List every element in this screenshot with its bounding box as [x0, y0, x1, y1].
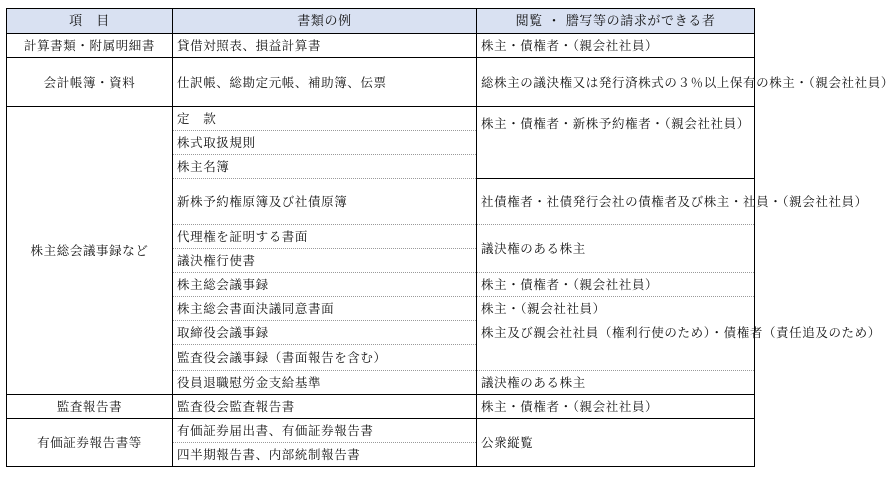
table-row [7, 58, 755, 107]
req-cell: 総株主の議決権又は発行済株式の３％以上保有の株主・（親会社社員） [477, 58, 755, 107]
document-page [6, 8, 894, 486]
item-cell: 会計帳簿・資料 [7, 58, 173, 107]
item-cell: 有価証券報告書等 [7, 419, 173, 467]
req-cell: 株主・（親会社社員） [477, 297, 755, 321]
req-cell: 株主・債権者・（親会社社員） [477, 34, 755, 58]
doc-cell: 監査役会監査報告書 [173, 395, 477, 419]
header-row [7, 9, 755, 34]
req-cell: 株主及び親会社社員（権利行使のため）・債権者（責任追及のため） [477, 321, 755, 371]
doc-cell: 仕訳帳、総勘定元帳、補助簿、伝票 [173, 58, 477, 107]
req-cell: 株主・債権者・（親会社社員） [477, 273, 755, 297]
doc-cell: 議決権行使書 [173, 249, 477, 273]
req-cell: 公衆縦覧 [477, 419, 755, 467]
disclosure-table [6, 8, 894, 467]
doc-cell: 株主総会議事録 [173, 273, 477, 297]
doc-cell: 株式取扱規則 [173, 131, 477, 155]
doc-cell: 株主名簿 [173, 155, 477, 179]
doc-cell: 有価証券届出書、有価証券報告書 [173, 419, 477, 443]
doc-cell: 四半期報告書、内部統制報告書 [173, 443, 477, 467]
item-cell: 計算書類・附属明細書 [7, 34, 173, 58]
table-row [7, 419, 755, 443]
header-req: 閲覧 ・ 謄写等の請求ができる者 [477, 9, 755, 34]
doc-cell: 新株予約権原簿及び社債原簿 [173, 179, 477, 225]
doc-cell: 役員退職慰労金支給基準 [173, 371, 477, 395]
item-cell: 監査報告書 [7, 395, 173, 419]
doc-cell: 定 款 [173, 107, 477, 131]
doc-cell: 監査役会議事録（書面報告を含む） [173, 345, 477, 371]
doc-cell: 貸借対照表、損益計算書 [173, 34, 477, 58]
req-cell: 議決権のある株主 [477, 225, 755, 273]
doc-cell: 株主総会書面決議同意書面 [173, 297, 477, 321]
req-cell: 議決権のある株主 [477, 371, 755, 395]
table-row [7, 34, 755, 58]
req-cell: 株主・債権者・新株予約権者・（親会社社員） [477, 107, 755, 179]
item-cell: 株主総会議事録など [7, 107, 173, 395]
doc-cell: 取締役会議事録 [173, 321, 477, 345]
table-row [7, 107, 755, 131]
table-row [7, 395, 755, 419]
req-cell: 社債権者・社債発行会社の債権者及び株主・社員・（親会社社員） [477, 179, 755, 225]
req-cell: 株主・債権者・（親会社社員） [477, 395, 755, 419]
doc-cell: 代理権を証明する書面 [173, 225, 477, 249]
header-item: 項 目 [7, 9, 173, 34]
header-doc: 書類の例 [173, 9, 477, 34]
